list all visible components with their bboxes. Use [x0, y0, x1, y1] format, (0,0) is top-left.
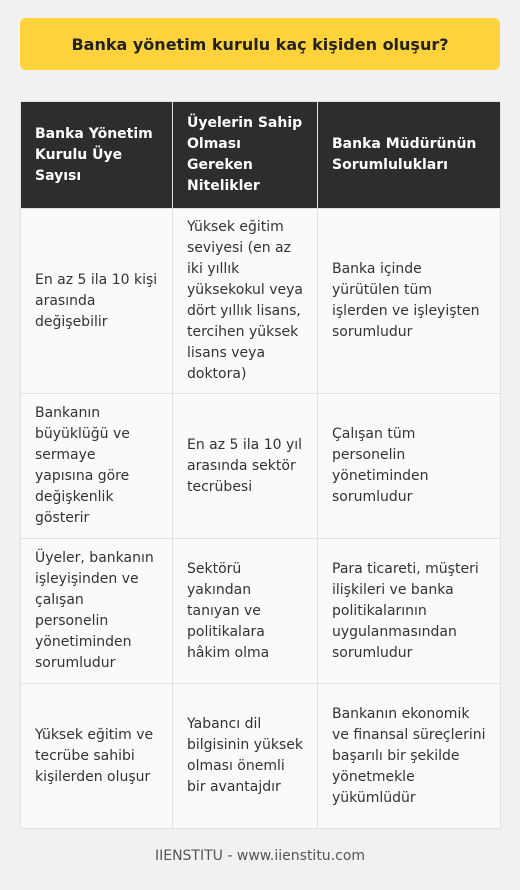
table-cell: Üyeler, bankanın işleyişinden ve çalışan personelin yönetiminden sorumludur — [21, 539, 173, 684]
table-cell: Banka içinde yürütülen tüm işlerden ve işleyişten sorumludur — [318, 209, 501, 394]
header-member-count: Banka Yönetim Kurulu Üye Sayısı — [21, 102, 173, 209]
table-cell: En az 5 ila 10 kişi arasında değişebilir — [21, 209, 173, 394]
footer-credit: IIENSTITU - www.iienstitu.com — [154, 848, 366, 864]
table-cell: Yüksek eğitim seviyesi (en az iki yıllık yüksekokul veya dört yıllık lisans, tercihen yüksek lisans veya doktora) — [173, 209, 318, 394]
table-cell: Bankanın ekonomik ve finansal süreçlerini başarılı bir şekilde yönetmekle yükümlüdür — [318, 684, 501, 829]
table-cell: Bankanın büyüklüğü ve sermaye yapısına göre değişkenlik gösterir — [21, 394, 173, 539]
table-cell: Yüksek eğitim ve tecrübe sahibi kişilerden oluşur — [21, 684, 173, 829]
header-manager-responsibilities: Banka Müdürünün Sorumlulukları — [318, 102, 501, 209]
table-cell: Para ticareti, müşteri ilişkileri ve banka politikalarının uygulanmasından sorumludur — [318, 539, 501, 684]
table-cell: En az 5 ila 10 yıl arasında sektör tecrübesi — [173, 394, 318, 539]
table-row — [21, 539, 501, 684]
table-header-row — [21, 102, 501, 209]
title-banner — [20, 18, 500, 70]
page-title: Banka yönetim kurulu kaç kişiden oluşur? — [71, 34, 449, 54]
table-cell: Çalışan tüm personelin yönetiminden sorumludur — [318, 394, 501, 539]
table-row — [21, 209, 501, 394]
header-qualifications: Üyelerin Sahip Olması Gereken Nitelikler — [173, 102, 318, 209]
table-row — [21, 394, 501, 539]
info-table — [20, 101, 501, 829]
table-cell: Sektörü yakından tanıyan ve politikalara hâkim olma — [173, 539, 318, 684]
table-row — [21, 684, 501, 829]
table-cell: Yabancı dil bilgisinin yüksek olması önemli bir avantajdır — [173, 684, 318, 829]
